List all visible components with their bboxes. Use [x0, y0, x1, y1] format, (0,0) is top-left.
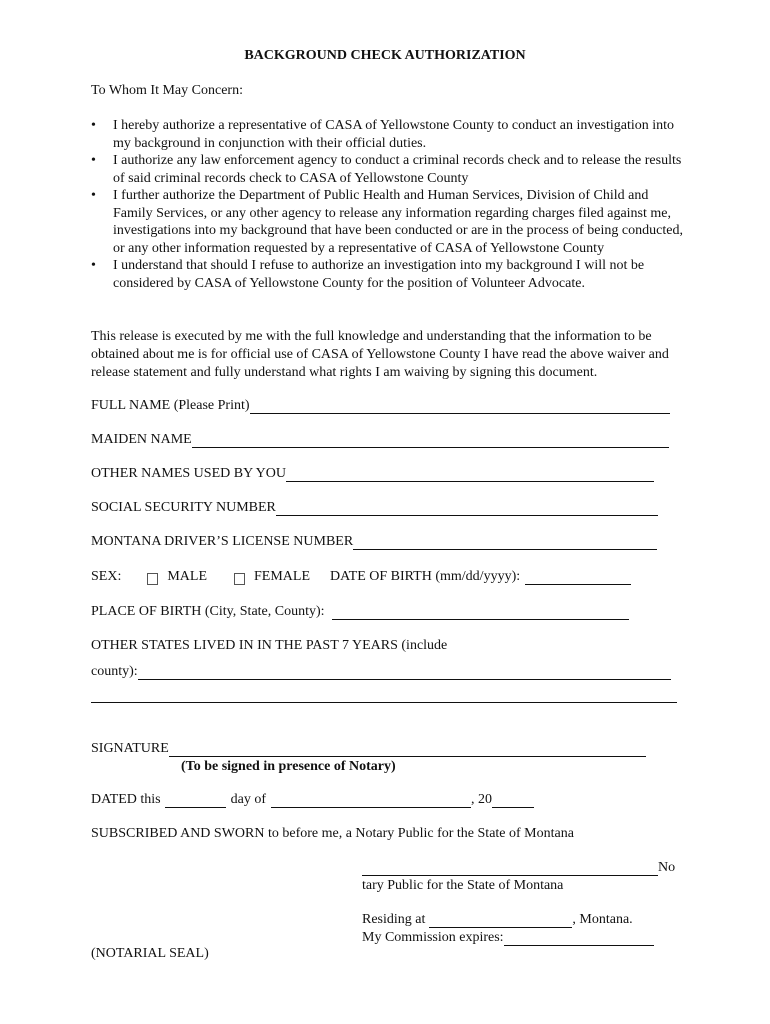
- dated-this-label: DATED this: [91, 792, 161, 807]
- day-of-label: day of: [230, 792, 267, 807]
- list-item: • I understand that should I refuse to authorize an investigation into my background I will not be considered by CASA of Yellowstone County for the position of Volunteer Advocate.: [91, 257, 691, 292]
- document-title: BACKGROUND CHECK AUTHORIZATION: [244, 48, 526, 63]
- day-line[interactable]: [165, 793, 226, 808]
- notary-note: (To be signed in presence of Notary): [181, 759, 396, 774]
- license-line[interactable]: [353, 535, 657, 550]
- place-of-birth-label: PLACE OF BIRTH (City, State, County):: [91, 604, 325, 619]
- notary-public-text: tary Public for the State of Montana: [362, 878, 564, 893]
- montana-text: , Montana.: [572, 912, 633, 927]
- notary-signature-field[interactable]: [362, 858, 675, 876]
- list-item: • I further authorize the Department of Public Health and Human Services, Division of Child and Family Services, or any other agency to release any information regarding charges filed against me, investigations into my background that have been conducted or are in the process of being conducted, or any other information requested by a representative of CASA of Yellowstone County: [91, 187, 691, 257]
- notary-signature-line[interactable]: [362, 861, 658, 876]
- place-of-birth-field[interactable]: [91, 602, 629, 620]
- male-checkbox[interactable]: [147, 573, 158, 585]
- dob-line[interactable]: [525, 570, 631, 585]
- month-line[interactable]: [271, 793, 471, 808]
- other-states-line-2[interactable]: [91, 702, 677, 703]
- residing-row: [362, 910, 633, 928]
- full-name-label: FULL NAME (Please Print): [91, 398, 250, 413]
- ssn-label: SOCIAL SECURITY NUMBER: [91, 500, 276, 515]
- subscribed-statement: SUBSCRIBED AND SWORN to before me, a Notary Public for the State of Montana: [91, 826, 574, 841]
- salutation: To Whom It May Concern:: [91, 83, 243, 98]
- year-line[interactable]: [492, 793, 534, 808]
- residing-line[interactable]: [429, 913, 572, 928]
- sex-dob-row: [91, 567, 631, 585]
- female-checkbox[interactable]: [234, 573, 245, 585]
- maiden-name-line[interactable]: [192, 433, 669, 448]
- authorization-list: [91, 117, 691, 292]
- commission-label: My Commission expires:: [362, 930, 504, 945]
- release-paragraph: This release is executed by me with the full knowledge and understanding that the information to be obtained about me is for official use of CASA of Yellowstone County I have read the above waiver and release statement and fully understand what rights I am waiving by signing this document.: [91, 329, 669, 380]
- dob-label: DATE OF BIRTH (mm/dd/yyyy):: [330, 569, 521, 584]
- county-label: county):: [91, 664, 138, 679]
- other-states-label: OTHER STATES LIVED IN IN THE PAST 7 YEARS (include: [91, 638, 448, 653]
- maiden-name-label: MAIDEN NAME: [91, 432, 192, 447]
- other-names-line[interactable]: [286, 467, 654, 482]
- residing-at-label: Residing at: [362, 912, 426, 927]
- full-name-field[interactable]: [91, 396, 670, 414]
- commission-line[interactable]: [504, 931, 654, 946]
- signature-label: SIGNATURE: [91, 741, 169, 756]
- year-prefix: , 20: [471, 792, 493, 807]
- sex-label: SEX:: [91, 569, 122, 584]
- maiden-name-field[interactable]: [91, 430, 669, 448]
- ssn-line[interactable]: [276, 501, 658, 516]
- place-of-birth-line[interactable]: [332, 605, 629, 620]
- license-field[interactable]: [91, 532, 657, 550]
- commission-row: [362, 928, 654, 946]
- signature-field[interactable]: [91, 739, 646, 757]
- full-name-line[interactable]: [250, 399, 670, 414]
- notarial-seal-text: (NOTARIAL SEAL): [91, 946, 209, 961]
- other-names-field[interactable]: [91, 464, 654, 482]
- signature-line[interactable]: [169, 742, 646, 757]
- female-label: FEMALE: [254, 569, 311, 584]
- county-line[interactable]: [138, 665, 671, 680]
- male-label: MALE: [167, 569, 208, 584]
- county-field[interactable]: [91, 662, 671, 680]
- list-item: • I hereby authorize a representative of CASA of Yellowstone County to conduct an investigation into my background in conjunction with their official duties.: [91, 117, 691, 152]
- list-item: • I authorize any law enforcement agency to conduct a criminal records check and to release the results of said criminal records check to CASA of Yellowstone County: [91, 152, 691, 187]
- dated-row: [91, 790, 534, 808]
- other-names-label: OTHER NAMES USED BY YOU: [91, 466, 286, 481]
- license-label: MONTANA DRIVER’S LICENSE NUMBER: [91, 534, 354, 549]
- notary-no-text: No: [658, 860, 676, 875]
- ssn-field[interactable]: [91, 498, 658, 516]
